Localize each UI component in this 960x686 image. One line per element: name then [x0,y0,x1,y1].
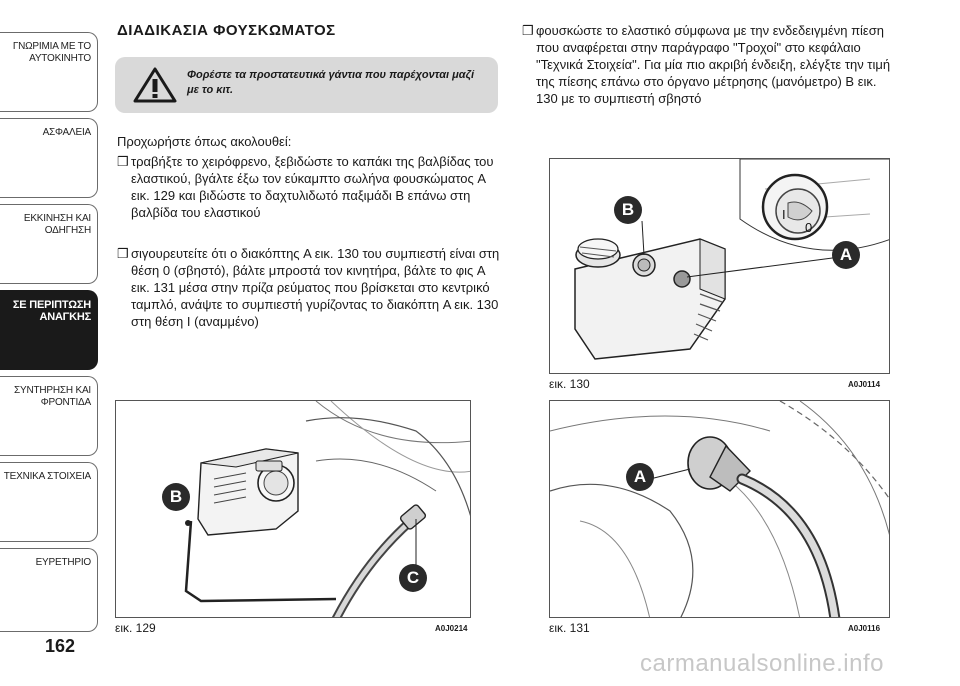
tab-index[interactable] [0,548,98,632]
tab-getting-to-know[interactable] [0,32,98,112]
figure-129-code: A0J0214 [435,624,468,633]
figure-129 [115,400,471,618]
tab-emergency[interactable] [0,290,98,370]
intro-text: Προχωρήστε όπως ακολουθεί: [117,134,292,149]
tab-starting-driving[interactable] [0,204,98,284]
bullet-box-icon: ❒ [522,23,534,38]
tab-label: ΤΕΧΝΙΚΑ ΣΤΟΙΧΕΙΑ [3,471,91,482]
step-text: τραβήξτε το χειρόφρενο, ξεβιδώστε το καπάκι της βαλβίδας του ελαστικού, βγάλτε έξω τον εύκαμπτο σωλήνα φουσκώματος A εικ. 129 και βιδώστε το δαχτυλιδωτό παξιμάδι B επάνω στη βαλβίδα του ελαστικού [131,154,494,220]
callout-label-a: A [626,463,654,491]
step-text: σιγουρευτείτε ότι ο διακόπτης A εικ. 130 του συμπιεστή είναι στη θέση 0 (σβηστό), βάλτε μπροστά τον κινητήρα, βάλτε το φις A εικ. 131 μέσα στην πρίζα ρεύματος που βρίσκεται στο κεντρικό ταμπλό, ανάψτε το συμπιεστή γυρίζοντας το διακόπτη A εικ. 130 στη θέση I (αναμμένο) [131,246,500,329]
callout-label-c: C [399,564,427,592]
callout-label-b: B [162,483,190,511]
warning-triangle-icon [133,67,177,103]
tab-label: ΑΣΦΑΛΕΙΑ [42,127,91,138]
figure-130 [549,158,890,374]
figure-131 [549,400,890,618]
bullet-box-icon: ❒ [117,246,129,261]
watermark: carmanualsonline.info [640,650,884,677]
tab-label: ΕΥΡΕΤΗΡΙΟ [35,557,91,568]
tab-safety[interactable] [0,118,98,198]
warning-box [115,57,498,113]
bullet-box-icon: ❒ [117,154,129,169]
power-plug-illustration [550,401,890,618]
figure-131-code: A0J0116 [848,624,881,633]
figure-130-caption: εικ. 130 [549,377,590,391]
tab-label: ΓΝΩΡΙΜΙΑ ΜΕ ΤΟ ΑΥΤΟΚΙΝΗΤΟ [12,41,91,64]
tab-label: ΣΕ ΠΕΡΙΠΤΩΣΗ ΑΝΑΓΚΗΣ [12,299,91,323]
tab-technical-data[interactable] [0,462,98,542]
figure-129-caption: εικ. 129 [115,621,156,635]
tab-label: ΣΥΝΤΗΡΗΣΗ ΚΑΙ ΦΡΟΝΤΙΔΑ [14,385,91,408]
tab-maintenance[interactable] [0,376,98,456]
page-number: 162 [45,636,76,656]
step-text: φουσκώστε το ελαστικό σύμφωνα με την ενδεδειγμένη πίεση που αναφέρεται στην παράγραφο "Τροχοί" στο κεφάλαιο "Τεχνικά Στοιχεία". Για μία πιο ακριβή ένδειξη, ελέγξτε την τιμή της πίεσης επάνω στο όργανο μέτρησης (μανόμετρο) B εικ. 130 με το συμπιεστή σβηστό [536,23,891,106]
warning-text: Φορέστε τα προστατευτικά γάντια που παρέχονται μαζί με το κιτ. [187,69,475,96]
tab-label: ΕΚΚΙΝΗΣΗ ΚΑΙ ΟΔΗΓΗΣΗ [23,213,91,236]
figure-130-code: A0J0114 [848,380,881,389]
callout-label-b: B [614,196,642,224]
switch-mark-on: I [782,207,786,222]
callout-label-a: A [832,241,860,269]
section-title: ΔΙΑΔΙΚΑΣΙΑ ΦΟΥΣΚΩΜΑΤΟΣ [117,22,336,39]
switch-mark-off: 0 [805,220,813,235]
figure-131-caption: εικ. 131 [549,621,590,635]
